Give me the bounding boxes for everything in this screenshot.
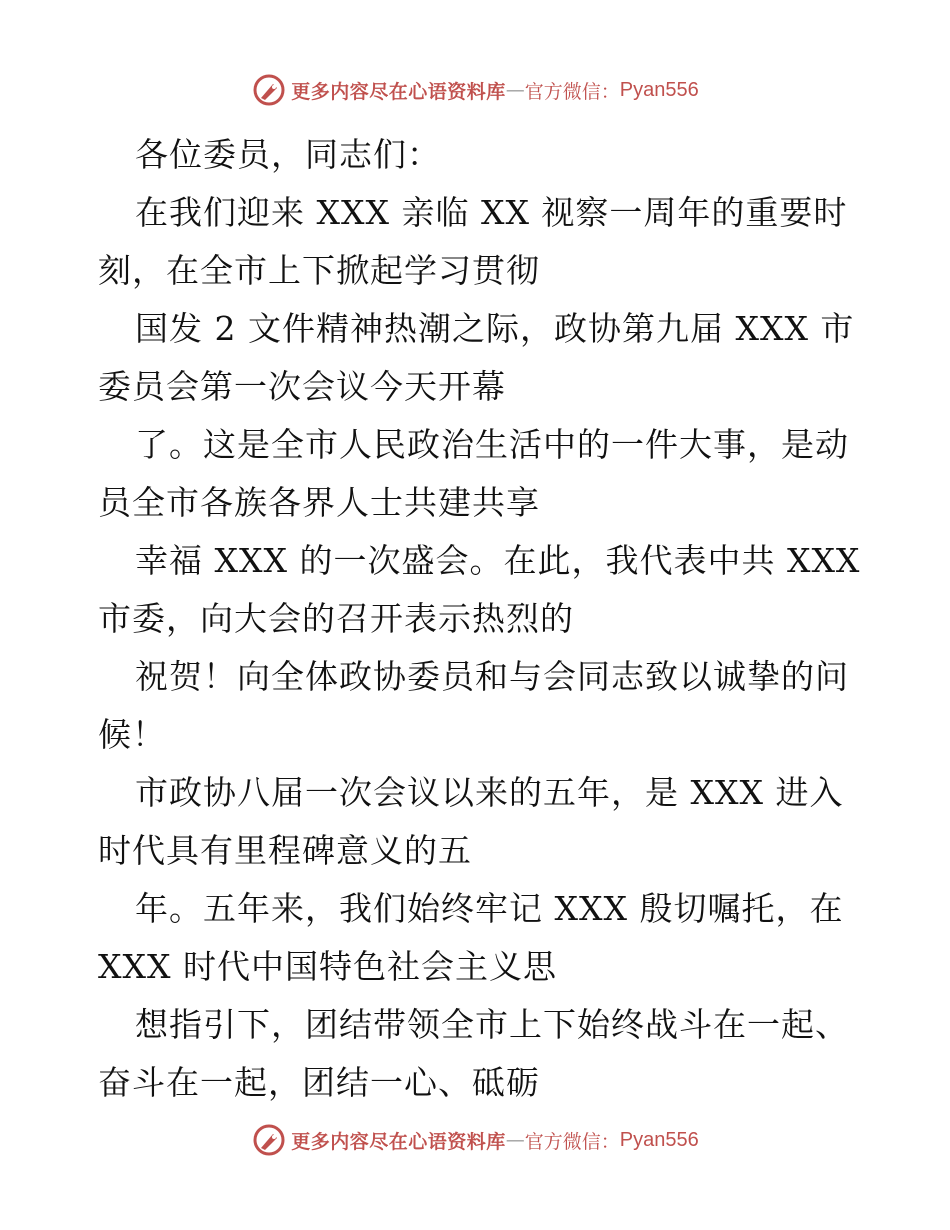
doc-line: 委员会第一次会议今天开幕 xyxy=(98,367,506,406)
doc-line: 祝贺！向全体政协委员和与会同志致以诚挚的问 xyxy=(135,657,849,696)
doc-line: 国发 2 文件精神热潮之际，政协第九届 XXX 市 xyxy=(135,309,855,348)
header-banner xyxy=(0,70,950,110)
document-body xyxy=(98,126,861,1112)
doc-line: 候！ xyxy=(98,715,166,754)
banner-wechat-label: 官方微信 xyxy=(524,80,601,103)
doc-line: 刻，在全市上下掀起学习贯彻 xyxy=(98,251,540,290)
banner-separator: ： xyxy=(600,1130,620,1153)
banner-wechat-id: Pyan556 xyxy=(619,78,699,101)
pen-nib-logo-icon xyxy=(251,1122,287,1158)
doc-line: 在我们迎来 XXX 亲临 XX 视察一周年的重要时 xyxy=(135,193,848,232)
footer-banner xyxy=(0,1120,950,1160)
banner-dash: — xyxy=(505,79,525,101)
banner-dash: — xyxy=(505,1129,525,1151)
banner-separator: ： xyxy=(600,80,620,103)
doc-line: 年。五年来，我们始终牢记 XXX 殷切嘱托，在 xyxy=(135,889,844,928)
doc-line: 市政协八届一次会议以来的五年，是 XXX 进入 xyxy=(135,773,844,812)
doc-line: 各位委员，同志们： xyxy=(135,135,441,174)
pen-nib-logo-icon xyxy=(251,72,287,108)
banner-main-text: 更多内容尽在心语资料库 xyxy=(291,1130,506,1153)
banner-wechat-label: 官方微信 xyxy=(524,1130,601,1153)
doc-line: 奋斗在一起，团结一心、砥砺 xyxy=(98,1063,540,1102)
doc-line: 幸福 XXX 的一次盛会。在此，我代表中共 XXX xyxy=(135,541,861,580)
doc-line: 想指引下，团结带领全市上下始终战斗在一起、 xyxy=(135,1005,849,1044)
doc-line: 员全市各族各界人士共建共享 xyxy=(98,483,540,522)
banner-main-text: 更多内容尽在心语资料库 xyxy=(291,80,506,103)
doc-line: 市委，向大会的召开表示热烈的 xyxy=(98,599,574,638)
doc-line: 了。这是全市人民政治生活中的一件大事，是动 xyxy=(135,425,849,464)
doc-line: 时代具有里程碑意义的五 xyxy=(98,831,472,870)
banner-wechat-id: Pyan556 xyxy=(619,1128,699,1151)
doc-line: XXX 时代中国特色社会主义思 xyxy=(98,947,557,986)
